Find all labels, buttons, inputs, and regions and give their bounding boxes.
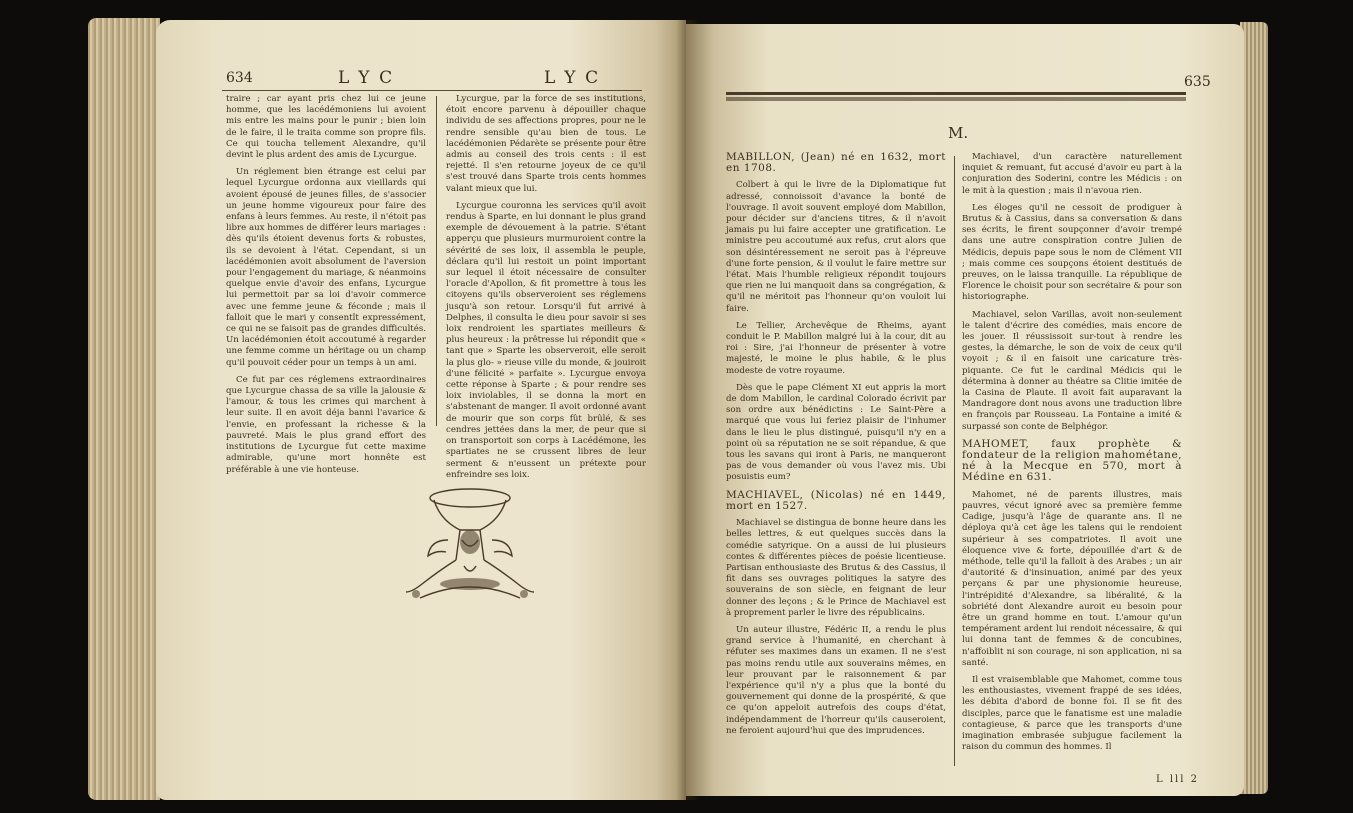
paragraph: Dès que le pape Clément XI eut appris la mort de dom Mabillon, le cardinal Colorado écrivit par son ordre aux bénédictins : Le Saint-Père a marqué que vous lui feriez plaisir de l'inhumer dans le lieu le plus distingué, puisqu'il n'y en a point où sa réputation ne se soit répandue, & que tous les savans qui iront à Paris, ne manqueront pas de vous demander où vous l'avez mis. Ubi posuistis eum? (726, 382, 946, 483)
paragraph: Un auteur illustre, Fédéric II, a rendu le plus grand service à l'humanité, en cherchant à réfuter ses maximes dans un examen. Il ne s'est pas moins rendu utile aux souverains mêmes, en leur prouvant par le raisonnement & par l'expérience qu'il n'y a plus que la bonté du gouvernement qui donne de la prospérité, & que ce qu'on appeloit autrefois des coups d'état, indépendamment de l'horreur qu'ils causeroient, ne feroient aujourd'hui que des imprudences. (726, 624, 946, 736)
paragraph: Machiavel, selon Varillas, avoit non-seulement le talent d'écrire des comédies, mais encore de les jouer. Il réussissoit sur-tout à rendre les gestes, la démarche, le son de voix de ceux qu'il voyoit ; & il en faisoit une caricature très-piquante. Ce fut le cardinal Médicis qui le détermina à donner au théatre sa Clitie imitée de la Casina de Plaute. Il avoit fait auparavant la Mandragore dont nous avons une traduction libre en françois par Rousseau. La Fontaine a imité & surpassé son conte de Belphégor. (962, 309, 1182, 432)
entry-heading: MABILLON, (Jean) né en 1632, mort en 1708. (726, 151, 946, 175)
paragraph: Lycurgue couronna les services qu'il avoit rendus à Sparte, en lui donnant le plus grand exemple de dévouement à la patrie. S'étant apperçu que plusieurs murmuroient contre la sévérité de ses loix, il assembla le peuple, déclara qu'il lui restoit un point important sur lequel il étoit nécessaire de consulter l'oracle d'Apollon, & fit promettre à tous les citoyens qu'ils observeroient ses réglemens jusqu'à son retour. Lorsqu'il fut arrivé à Delphes, il consulta le dieu pour savoir si ses loix rendroient les spartiates meilleurs & plus heureux : la prêtresse lui répondit que « tant que » Sparte les observeroit, elle seroit la plus glo- » rieuse ville du monde, & jouiroit d'une félicité » parfaite ». Lycurgue envoya cette réponse à Sparte ; & pour rendre ses loix inviolables, il se donna la mort en s'abstenant de manger. Il avoit ordonné avant de mourir que son corps fût brûlé, & ses cendres jettées dans la mer, de peur que si on transportoit son corps à Lacédémone, les spartiates ne se crussent libres de leur serment & n'eussent un prétexte pour enfreindre ses loix. (446, 200, 646, 480)
left-column-2 (446, 94, 646, 480)
paragraph: Ce fut par ces réglemens extraordinaires que Lycurgue chassa de sa ville la jalousie & l'amour, & tous les crimes qui marchent à leur suite. Il en avoit déja banni l'avarice & l'envie, en professant la richesse & la pauvreté. Mais le plus grand effort des institutions de Lycurgue fut cette maxime admirable, qu'une mort honnête est préférable à une vie honteuse. (226, 374, 426, 475)
left-page-edges (88, 18, 160, 800)
entry-heading: MAHOMET, faux prophète & fondateur de la religion mahométane, né à la Mecque en 570, mort à Médine en 631. (962, 437, 1182, 484)
paragraph: Il est vraisemblable que Mahomet, comme tous les enthousiastes, vivement frappé de ses idées, les débita d'abord de bonne foi. Il se fit des disciples, parce que le fanatisme est une maladie contagieuse, & parce que les transports d'une imagination embrasée subjugue facilement la raison du commun des hommes. Il (962, 674, 1182, 753)
left-page (156, 20, 686, 800)
column-divider (954, 156, 955, 766)
page-number-left: 634 (226, 70, 253, 86)
page-number-right: 635 (1184, 74, 1211, 90)
entry-heading: MACHIAVEL, (Nicolas) né en 1449, mort en 1527. (726, 488, 946, 512)
running-head-left: LYC (338, 68, 403, 88)
paragraph: traire ; car ayant pris chez lui ce jeune homme, que les lacédémoniens lui avoient mis entre les mains pour le punir ; bien loin de le faire, il le traita comme son propre fils. Ce qui toucha tellement Alexandre, qu'il devint le plus ardent des amis de Lycurgue. (226, 94, 426, 161)
paragraph: Machiavel se distingua de bonne heure dans les belles lettres, & eut quelques succès dans la comédie satyrique. On a aussi de lui plusieurs contes & différentes pièces de poésie licentieuse. Partisan enthousiaste des Brutus & des Cassius, il fit dans ses ouvrages politiques la satyre des souverains de son siècle, en feignant de leur donner des leçons ; & le Prince de Machiavel est à proprement parler le livre des républicains. (726, 518, 946, 618)
paragraph: Un réglement bien étrange est celui par lequel Lycurgue ordonna aux vieillards qui avoient épousé de jeunes filles, de s'associer un jeune homme vigoureux pour faire des enfans à leurs femmes. Au reste, il n'étoit pas libre aux hommes de différer leurs mariages : dès qu'ils étoient devenus forts & robustes, ils se devoient à l'état. Cependant, si un lacédémonien avoit absolument de l'aversion pour l'engagement du mariage, & néanmoins quelque envie d'avoir des enfans, Lycurgue lui permettoit par sa loi d'avoir commerce avec une femme jeune & féconde ; mais il falloit que le mari y consentît expressément, ce qui ne se faisoit pas de grandes difficultés. Un lacédémonien étoit accoutumé à regarder une femme comme un héritage ou un champ qu'il pouvoit céder pour un temps à un ami. (226, 167, 426, 368)
right-page-edges (1240, 22, 1268, 794)
left-column-1 (226, 94, 426, 674)
paragraph: Le Tellier, Archevêque de Rheims, ayant conduit le P. Mabillon malgré lui à la cour, dit au roi : Sire, j'ai l'honneur de présenter à votre majesté, le moine le plus habile, & le plus modeste de votre royaume. (726, 320, 946, 376)
header-rule (222, 90, 642, 91)
running-head-left-2: LYC (544, 68, 609, 88)
column-divider (436, 96, 437, 426)
tailpiece-ornament-icon (400, 480, 540, 610)
header-band-ornament (726, 92, 1186, 102)
paragraph: Lycurgue, par la force de ses institutions, étoit encore parvenu à dépouiller chaque individu de ses affections propres, pour ne le rendre sensible qu'au bien de tous. Le lacédémonien Pédarète se présente pour être admis au conseil des trois cents : il est rejetté. Il s'en retourne joyeux de ce qu'il s'est trouvé dans Sparte trois cents hommes valant mieux que lui. (446, 94, 646, 194)
paragraph: Machiavel, d'un caractère naturellement inquiet & remuant, fut accusé d'avoir eu part à la conjuration des Soderini, contre les Médicis : on le mit à la question ; mais il n'avoua rien. (962, 152, 1182, 196)
right-page (686, 24, 1244, 796)
signature-mark: L lll 2 (1156, 774, 1199, 785)
section-letter: M. (948, 124, 969, 142)
right-column-1 (726, 152, 946, 772)
paragraph: Colbert à qui le livre de la Diplomatique fut adressé, connoissoit d'avance la bonté de l'ouvrage. Il avoit souvent employé dom Mabillon, pour décider sur d'anciens titres, & il n'avoit jamais pu lui faire accepter une gratification. Le ministre peu accoutumé aux refus, crut alors que son désintéressement ne seroit pas à l'épreuve d'une forte pension, & il voulut le faire mettre sur l'état. Mais l'humble religieux répondit toujours que rien ne lui manquoit dans sa congrégation, & qu'il ne méritoit pas l'honneur qu'on vouloit lui faire. (726, 180, 946, 314)
right-column-2 (962, 152, 1182, 772)
paragraph: Mahomet, né de parents illustres, mais pauvres, vécut ignoré avec sa première femme Cadige, jusqu'à l'âge de quarante ans. Il ne déploya qu'à cet âge les talens qui le rendoient supérieur à ses compatriotes. Il avoit une éloquence vive & forte, dépouillée d'art & de méthode, telle qu'il la falloit à des Arabes ; un air d'autorité & d'insinuation, animé par des yeux perçans & par une physionomie heureuse, l'intrépidité d'Alexandre, sa libéralité, & la sobriété dont Alexandre auroit eu besoin pour être un grand homme en tout. L'amour qu'un tempérament ardent lui rendoit nécessaire, & qui lui donna tant de femmes & de concubines, n'affoiblit ni son courage, ni son application, ni sa santé. (962, 489, 1182, 668)
paragraph: Les éloges qu'il ne cessoit de prodiguer à Brutus & à Cassius, dans sa conversation & dans ses écrits, le firent soupçonner d'avoir trempé dans une autre conspiration contre Julien de Médicis, depuis pape sous le nom de Clément VII ; mais comme ces soupçons étoient destitués de preuves, on le laissa tranquille. La république de Florence le choisit pour son secrétaire & pour son historiographe. (962, 202, 1182, 303)
